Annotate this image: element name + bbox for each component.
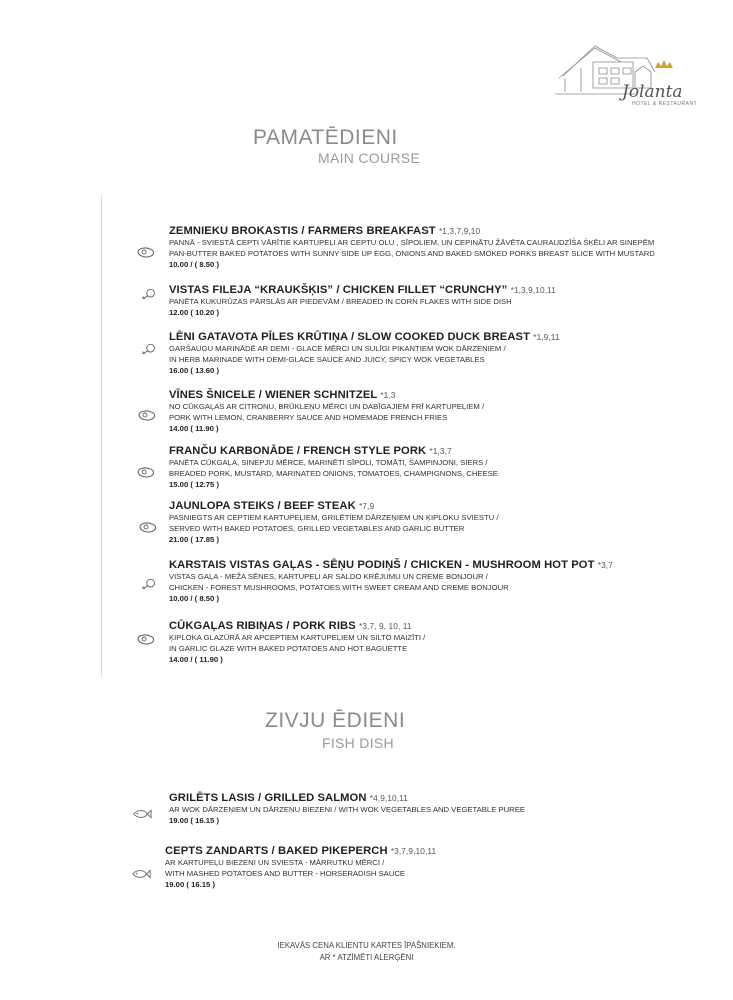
item-title: CŪKGAĻAS RIBIŅAS / PORK RIBS *3,7, 9, 10, 11 [169, 620, 412, 632]
item-desc-en: BREADED PORK, MUSTARD, MARINATED ONIONS, TOMATOES, CHAMPIGNONS, CHEESE [169, 469, 498, 478]
fish-icon [131, 868, 151, 880]
item-desc: PANĒTA KUKURŪZAS PĀRSLĀS AR PIEDEVĀM / BREADED IN CORN FLAKES WITH SIDE DISH [169, 297, 512, 306]
item-desc-lv: PANNĀ - SVIESTĀ CEPTI VĀRĪTIE KARTUPEĻI AR CEPTU OLU , SĪPOLIEM, UN CEPINĀTU ŽĀVĒTA CAURAUDZĪŠA ŠĶĒLI AR SINEPĒM [169, 238, 655, 247]
logo-subtitle: HOTEL & RESTAURANT [632, 101, 698, 107]
item-allergens: *1,3,7 [429, 446, 452, 456]
fish-section-subtitle: FISH DISH [322, 735, 394, 751]
chicken-leg-icon [138, 578, 158, 590]
item-title: FRANČU KARBONĀDE / FRENCH STYLE PORK *1,3,7 [169, 445, 452, 457]
main-section-title: PAMATĒDIENI [253, 126, 398, 149]
item-desc-en: WITH MASHED POTATOES AND BUTTER - HORSERADISH SAUCE [165, 869, 406, 878]
fish-icon [132, 808, 152, 820]
item-title: GRILĒTS LASIS / GRILLED SALMON *4,9,10,11 [169, 792, 408, 804]
fish-section-title: ZIVJU ĒDIENI [265, 709, 406, 732]
menu-item [169, 559, 613, 604]
item-price: 16.00 ( 13.60 ) [169, 366, 220, 375]
item-price: 21.00 ( 17.85 ) [169, 535, 220, 544]
item-allergens: *1,3,7,9,10 [438, 226, 481, 236]
item-desc-lv: ĶIPLOKA GLAZŪRĀ AR APCEPTIEM KARTUPEĻIEM UN SILTO MAIZĪTI / [169, 633, 426, 642]
steak-icon [136, 633, 156, 645]
item-title: CEPTS ZANDARTS / BAKED PIKEPERCH *3,7,9,10,11 [165, 845, 437, 857]
item-desc-lv: PANĒTA CŪKGAĻA, SINEPJU MĒRCE, MARINĒTI SĪPOLI, TOMĀTI, ŠAMPINJONI, SIERS / [169, 458, 488, 467]
menu-item [169, 445, 498, 490]
divider-line [101, 196, 102, 676]
item-price: 14.00 ( 11.90 ) [169, 424, 219, 433]
item-price: 12.00 ( 10.20 ) [169, 308, 220, 317]
footer-line-1: IEKAVĀS CENA KLIENTU KARTES ĪPAŠNIEKIEM. [277, 941, 456, 950]
menu-item [169, 792, 525, 826]
steak-icon [137, 409, 157, 421]
chicken-leg-icon [138, 288, 158, 300]
item-title: VĪNES ŠNICELE / WIENER SCHNITZEL *1,3 [169, 389, 396, 401]
crown-icon [655, 60, 673, 68]
item-price: 14.00 / ( 11.90 ) [169, 655, 223, 664]
item-title: LĒNI GATAVOTA PĪLES KRŪTIŅA / SLOW COOKED DUCK BREAST *1,9,11 [169, 331, 560, 343]
item-title: JAUNLOPA STEIKS / BEEF STEAK *7,9 [169, 500, 375, 512]
item-price: 15.00 ( 12.75 ) [169, 480, 220, 489]
item-price: 19.00 ( 16.15 ) [169, 816, 220, 825]
logo-name: Jolanta [622, 82, 683, 102]
item-title: KARSTAIS VISTAS GAĻAS - SĒŅU PODIŅŠ / CHICKEN - MUSHROOM HOT POT *3,7 [169, 559, 613, 571]
item-allergens: *1,3 [380, 390, 396, 400]
item-desc-lv: PASNIEGTS AR CEPTIEM KARTUPEĻIEM, GRILĒTIEM DĀRZEŅIEM UN ĶIPLOKU SVIESTU / [169, 513, 499, 522]
item-desc-en: CHICKEN - FOREST MUSHROOMS, POTATOES WITH SWEET CREAM AND CREME BONJOUR [169, 583, 509, 592]
item-desc-lv: AR KARTUPEĻU BIEZENI UN SVIESTA - MĀRRUTKU MĒRCI / [165, 858, 385, 867]
menu-item [169, 500, 499, 545]
item-desc-lv: NO CŪKGAĻAS AR CITRONU, BRŪKLEŅU MĒRCI UN DABĪGAJIEM FRĪ KARTUPEĻIEM / [169, 402, 485, 411]
item-desc-lv: GARŠAUGU MARINĀDĒ AR DEMI - GLACE MĒRCI UN SULĪGI PIKANTIEM WOK DĀRZEŅIEM / [169, 344, 506, 353]
menu-item [169, 389, 484, 434]
steak-icon [138, 521, 158, 533]
item-title: ZEMNIEKU BROKASTIS / FARMERS BREAKFAST *1,3,7,9,10 [169, 225, 481, 237]
item-desc: AR WOK DĀRZEŅIEM UN DĀRZEŅU BIEZENI / WITH WOK VEGETABLES AND VEGETABLE PUREE [169, 805, 525, 814]
item-price: 10.00 / ( 8.50 ) [169, 594, 219, 603]
item-allergens: *4,9,10,11 [369, 793, 408, 803]
steak-icon [136, 246, 156, 258]
footer-note [0, 940, 733, 964]
item-desc-lv: VISTAS GAĻA - MEŽA SĒNES, KARTUPEĻI AR SALDO KRĒJUMU UN CREME BONJOUR / [169, 572, 488, 581]
main-section-subtitle: MAIN COURSE [318, 150, 421, 166]
menu-item [169, 620, 425, 665]
footer-line-2: AR * ATZĪMĒTI ALERĢĒNI [319, 953, 414, 962]
item-price: 10.00 / ( 8.50 ) [169, 260, 219, 269]
item-desc-en: PAN-BUTTER BAKED POTATOES WITH SUNNY SIDE UP EGG, ONIONS AND BAKED SMOKED PORKS BREAST SLICE WITH MUSTARD [169, 249, 655, 258]
item-title: VISTAS FILEJA “KRAUKŠĶIS” / CHICKEN FILLET “CRUNCHY” *1,3,9,10,11 [169, 284, 556, 296]
chicken-leg-icon [138, 343, 158, 355]
item-allergens: *1,9,11 [533, 332, 560, 342]
item-desc-en: PORK WITH LEMON, CRANBERRY SAUCE AND HOMEMADE FRENCH FRIES [169, 413, 448, 422]
item-allergens: *3,7,9,10,11 [390, 846, 437, 856]
steak-icon [136, 466, 156, 478]
menu-item [169, 225, 655, 270]
menu-item [169, 284, 556, 318]
item-allergens: *1,3,9,10,11 [510, 285, 556, 295]
item-desc-en: IN HERB MARINADE WITH DEMI-GLACE SAUCE AND JUICY, SPICY WOK VEGETABLES [169, 355, 485, 364]
menu-item [169, 331, 560, 376]
item-price: 19.00 ( 16.15 ) [165, 880, 216, 889]
item-desc-en: IN GARLIC GLAZE WITH BAKED POTATOES AND HOT BAGUETTE [169, 644, 408, 653]
item-desc-en: SERVED WITH BAKED POTATOES, GRILLED VEGETABLES AND GARLIC BUTTER [169, 524, 465, 533]
item-allergens: *3,7 [597, 560, 613, 570]
item-allergens: *3,7, 9, 10, 11 [359, 621, 412, 631]
item-allergens: *7,9 [359, 501, 375, 511]
menu-item [165, 845, 436, 890]
